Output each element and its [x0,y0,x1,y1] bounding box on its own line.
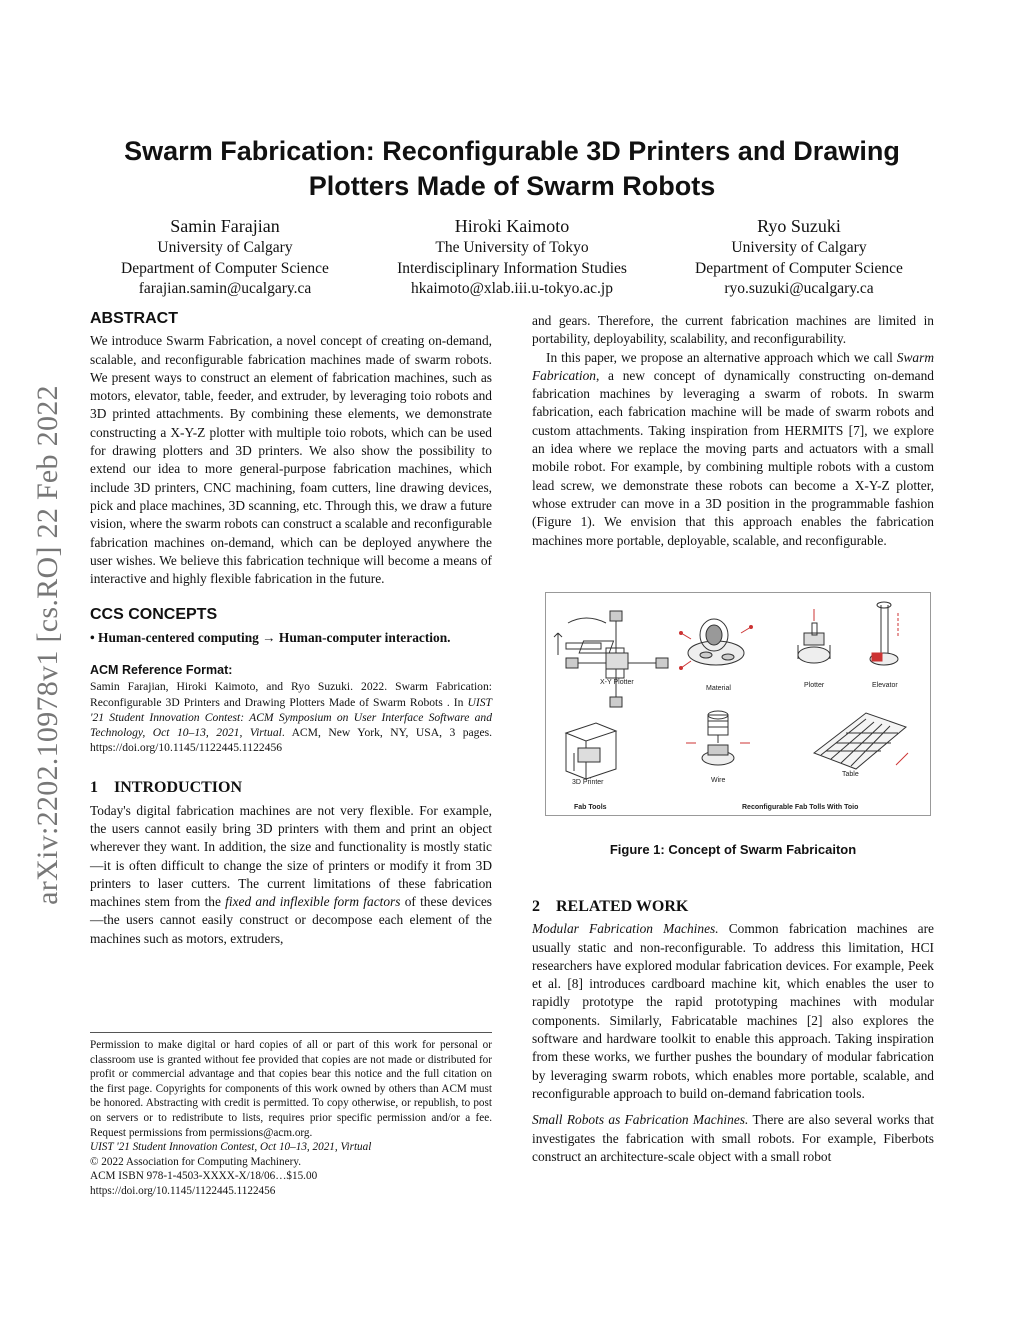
rw1-title: Modular Fabrication Machines. [532,921,719,937]
plotter-drawing [798,623,830,663]
arxiv-identifier: arXiv:2202.10978v1 [cs.RO] 22 Feb 2022 [31,385,64,905]
copyright-line: © 2022 Association for Computing Machinery. [90,1155,301,1168]
acm-ref-heading: ACM Reference Format: [90,663,233,678]
p2-part-a: In this paper, we propose an alternative approach which we call [546,349,897,365]
rw2-title: Small Robots as Fabrication Machines. [532,1112,749,1128]
acm-ref-authors: Samin Farajian, Hiroki Kaimoto, and Ryo Suzuki. 2022. Swarm Fabrication: Reconfigurable 3D Printers and Drawing Plotters Made of Swarm Robots . In [90,680,492,709]
label-plotter: Plotter [804,682,825,689]
p2-part-b: , a new concept of dynamically constructing on-demand fabrication machines by leveraging a swarm of robots. In swarm fabrication, each fabrication machine will be made of swarm robots and custom attachments. Taking inspiration from HERMITS [7], we explore an idea where we replace the moving parts and actuators with a small mobile robot. For example, by combining multiple robots with a custom lead screw, we demonstrate these robots can become a X-Y-Z plotter, whose extruder can move in a 3D position in the programmable fashion (Figure 1). We envision that this approach enables the fabrication machines more portable, deployable, scalable, and reconfigurable. [532,367,934,548]
label-fab-tools: Fab Tools [574,804,607,811]
related-work-modular [532,920,934,1103]
author-name: Ryo Suzuki [757,216,841,236]
related-work-heading: 2 RELATED WORK [532,898,689,915]
acm-reference-format [90,679,492,755]
wire-drawing [702,711,734,765]
author-affiliation: University of Calgary [157,239,293,256]
table-arrow [896,753,908,765]
intro-part-1: Today's digital fabrication machines are not very flexible. For example, the users cannot easily bring 3D printers with them and print an object wherever they want. In addition, the size and functionality is mostly static—it is often difficult to change the size of printers or modify it from 3D printers to laser cutters. The current limitations of these fabrication machines stem from the [90,802,492,910]
acm-ref-publisher: . ACM, New York, NY, USA, 3 pages. https://doi.org/10.1145/1122445.1122456 [90,725,493,755]
permission-text: Permission to make digital or hard copies of all or part of this work for personal or classroom use is granted without fee provided that copies are not made or distributed for profit or commercial advantage and that copies bear this notice and the full citation on the first page. Copyrights for components of this work owned by others than ACM must be honored. Abstracting with credit is permitted. To copy otherwise, or republish, to post on servers or to redistribute to lists, requires prior specific permission and/or a fee. Request permissions from permissions@acm.org. [90,1039,492,1139]
isbn-line: ACM ISBN 978-1-4503-XXXX-X/18/06…$15.00 [90,1170,318,1183]
author-email: ryo.suzuki@ucalgary.ca [724,280,874,297]
author-1 [90,214,360,300]
venue-line: UIST '21 Student Innovation Contest, Oct 10–13, 2021, Virtual [90,1141,372,1154]
left-column [90,310,492,948]
author-3 [664,214,934,300]
author-department: Interdisciplinary Information Studies [397,259,627,277]
intro-emphasis: fixed and inflexible form factors [225,894,401,910]
author-affiliation: The University of Tokyo [435,239,589,256]
author-department: Department of Computer Science [695,259,903,277]
label-3d-printer: 3D Printer [572,779,604,786]
title-line-1: Swarm Fabrication: Reconfigurable 3D Printers and Drawing [124,136,900,166]
xy-plotter-drawing [554,611,668,707]
label-elevator: Elevator [872,682,898,689]
related-work-small-robots [532,1111,934,1166]
author-affiliation: University of Calgary [731,239,867,256]
elevator-drawing [870,602,898,665]
introduction-text [90,802,492,948]
doi-line: https://doi.org/10.1145/1122445.1122456 [90,1184,276,1197]
p2-emphasis: Swarm Fabrication [532,349,934,383]
author-department: Department of Computer Science [121,259,329,277]
label-table: Table [842,771,859,778]
title-line-2: Plotters Made of Swarm Robots [308,171,716,201]
intro-paragraph-2 [532,349,934,550]
rw2-text: There are also several works that investigates the fabrication with small robots. For example, Fiberbots construct an architecture-scale object with a small robot [532,1112,934,1164]
ccs-heading: CCS CONCEPTS [90,606,218,624]
rw1-text: Common fabrication machines are usually static and non-reconfigurable. To address this limitation, HCI researchers have explored modular fabrication devices. For example, Peek et al. [8] introduces cardboard machine kit, which enables the user to rapidly prototype the rapid prototyping machines with modular components. Similarly, Fabricatable machines [2] also explores the software and hardware toolkit to enable this approach. Taking inspiration from these works, we further pushes the boundary of modular fabrication by leveraging swarm robots, which enables more portable, scalable, and reconfigurable approach to build on-demand fabrication tools. [532,921,934,1101]
ccs-concepts: • Human-centered computing → Human-computer interaction. [90,629,451,645]
permission-footnote [90,1038,492,1199]
figure-1 [545,592,931,816]
label-wire: Wire [711,777,726,784]
author-email: hkaimoto@xlab.iii.u-tokyo.ac.jp [411,280,613,297]
label-reconfigurable: Reconfigurable Fab Tolls With Toio [742,804,859,811]
right-column-bottom [532,898,934,1166]
abstract-text: We introduce Swarm Fabrication, a novel concept of creating on-demand, scalable, and reconfigurable fabrication machines made of swarm robots. We present ways to construct an element of fabrication machines, such as motors, elevator, table, feeder, and extruder, by leveraging toio robots and 3D printed attachments. By combining these elements, we demonstrate constructing a X-Y-Z plotter with multiple toio robots, which can be used for drawing plotters and 3D printers. We also show the possibility to extend our idea to more general-purpose fabrication machines, which include 3D printers, CNC machining, foam cutters, line drawing devices, pick and place machines, 3D scanning, etc. Through this, we draw a future vision, where the swarm robots can construct a scalable and reconfigurable fabrication machines on-demand, which can be deployed anywhere the user wishes. We believe this fabrication technique will become a means of interactive and highly flexible fabrication in the future. [90,333,492,587]
figure-caption: Figure 1: Concept of Swarm Fabricaiton [609,842,857,857]
label-material: Material [706,685,731,692]
table-drawing [814,713,906,769]
author-2 [372,214,652,300]
intro-part-2: of these devices—the users cannot easily construct or decompose each element of the machines such as motors, extruders, [90,894,492,946]
right-column-top [532,312,934,550]
introduction-heading: 1 INTRODUCTION [90,779,243,797]
acm-ref-venue: UIST '21 Student Innovation Contest: ACM Symposium on User Interface Software and Technology, Oct 10–13, 2021, Virtual [90,695,492,739]
footnote-rule [90,1032,492,1033]
author-name: Samin Farajian [170,216,280,236]
intro-continuation: and gears. Therefore, the current fabrication machines are limited in portability, deployability, scalability, and reconfigurability. [532,313,934,347]
author-email: farajian.samin@ucalgary.ca [138,280,312,297]
paper-title [90,134,934,204]
abstract-heading: ABSTRACT [90,310,178,327]
material-drawing [688,619,744,665]
label-xy-plotter: X-Y Plotter [600,679,634,686]
author-name: Hiroki Kaimoto [454,216,570,236]
3d-printer-drawing [566,723,616,779]
